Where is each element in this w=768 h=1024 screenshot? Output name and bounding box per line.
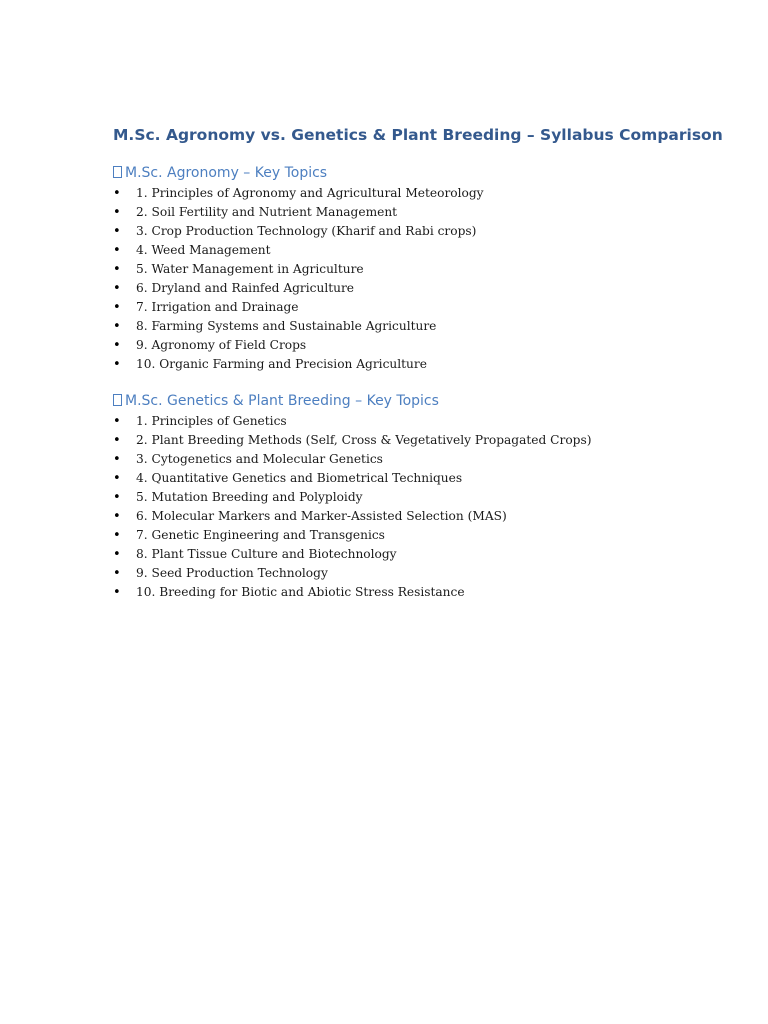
list-item: [113, 412, 713, 431]
bullet-icon: •: [113, 433, 121, 448]
agronomy-section: [113, 162, 713, 374]
genetics-section: [113, 390, 713, 602]
list-item-text: 8. Farming Systems and Sustainable Agriculture: [136, 319, 437, 333]
bullet-icon: •: [113, 490, 121, 505]
bullet-icon: •: [113, 338, 121, 353]
bullet-icon: •: [113, 528, 121, 543]
list-item-text: 1. Principles of Agronomy and Agricultural Meteorology: [136, 186, 484, 200]
list-item-text: 2. Soil Fertility and Nutrient Management: [136, 205, 398, 219]
list-item: [113, 355, 713, 374]
list-item: [113, 564, 713, 583]
list-item-text: 7. Irrigation and Drainage: [136, 300, 299, 314]
list-item-text: 6. Molecular Markers and Marker-Assisted Selection (MAS): [136, 509, 507, 523]
list-item: [113, 336, 713, 355]
bullet-icon: •: [113, 300, 121, 315]
bullet-icon: •: [113, 186, 121, 201]
bullet-icon: •: [113, 585, 121, 600]
bullet-icon: •: [113, 509, 121, 524]
bullet-icon: •: [113, 262, 121, 277]
genetics-heading-text: M.Sc. Genetics & Plant Breeding – Key Topics: [125, 393, 439, 409]
list-item: [113, 298, 713, 317]
list-item-text: 4. Weed Management: [136, 243, 271, 257]
list-item-text: 10. Breeding for Biotic and Abiotic Stress Resistance: [136, 585, 465, 599]
list-item-text: 6. Dryland and Rainfed Agriculture: [136, 281, 355, 295]
bullet-icon: •: [113, 243, 121, 258]
list-item-text: 2. Plant Breeding Methods (Self, Cross & Vegetatively Propagated Crops): [136, 433, 592, 447]
bullet-icon: •: [113, 547, 121, 562]
list-item: [113, 583, 713, 602]
list-item: [113, 526, 713, 545]
genetics-topic-list: [113, 412, 713, 602]
list-item: [113, 203, 713, 222]
document-title: M.Sc. Agronomy vs. Genetics & Plant Breeding – Syllabus Comparison: [113, 126, 723, 144]
list-item-text: 10. Organic Farming and Precision Agriculture: [136, 357, 427, 371]
list-item: [113, 469, 713, 488]
list-item-text: 5. Mutation Breeding and Polyploidy: [136, 490, 363, 504]
list-item: [113, 488, 713, 507]
bullet-icon: •: [113, 281, 121, 296]
list-item: [113, 222, 713, 241]
list-item-text: 7. Genetic Engineering and Transgenics: [136, 528, 385, 542]
agronomy-heading-text: M.Sc. Agronomy – Key Topics: [125, 165, 328, 181]
bullet-icon: •: [113, 471, 121, 486]
list-item: [113, 279, 713, 298]
list-item-text: 4. Quantitative Genetics and Biometrical Techniques: [136, 471, 463, 485]
bullet-icon: •: [113, 414, 121, 429]
missing-glyph-icon: [113, 394, 122, 406]
list-item-text: 8. Plant Tissue Culture and Biotechnology: [136, 547, 397, 561]
list-item-text: 5. Water Management in Agriculture: [136, 262, 364, 276]
bullet-icon: •: [113, 319, 121, 334]
missing-glyph-icon: [113, 166, 122, 178]
bullet-icon: •: [113, 205, 121, 220]
list-item: [113, 184, 713, 203]
list-item: [113, 545, 713, 564]
agronomy-topic-list: [113, 184, 713, 374]
bullet-icon: •: [113, 452, 121, 467]
bullet-icon: •: [113, 357, 121, 372]
bullet-icon: •: [113, 224, 121, 239]
list-item: [113, 260, 713, 279]
list-item: [113, 431, 713, 450]
list-item-text: 3. Crop Production Technology (Kharif and Rabi crops): [136, 224, 477, 238]
agronomy-section-heading: [113, 162, 713, 184]
list-item: [113, 450, 713, 469]
genetics-section-heading: [113, 390, 713, 412]
list-item: [113, 241, 713, 260]
list-item-text: 1. Principles of Genetics: [136, 414, 287, 428]
list-item-text: 9. Seed Production Technology: [136, 566, 328, 580]
list-item-text: 3. Cytogenetics and Molecular Genetics: [136, 452, 383, 466]
bullet-icon: •: [113, 566, 121, 581]
list-item: [113, 507, 713, 526]
list-item-text: 9. Agronomy of Field Crops: [136, 338, 307, 352]
list-item: [113, 317, 713, 336]
